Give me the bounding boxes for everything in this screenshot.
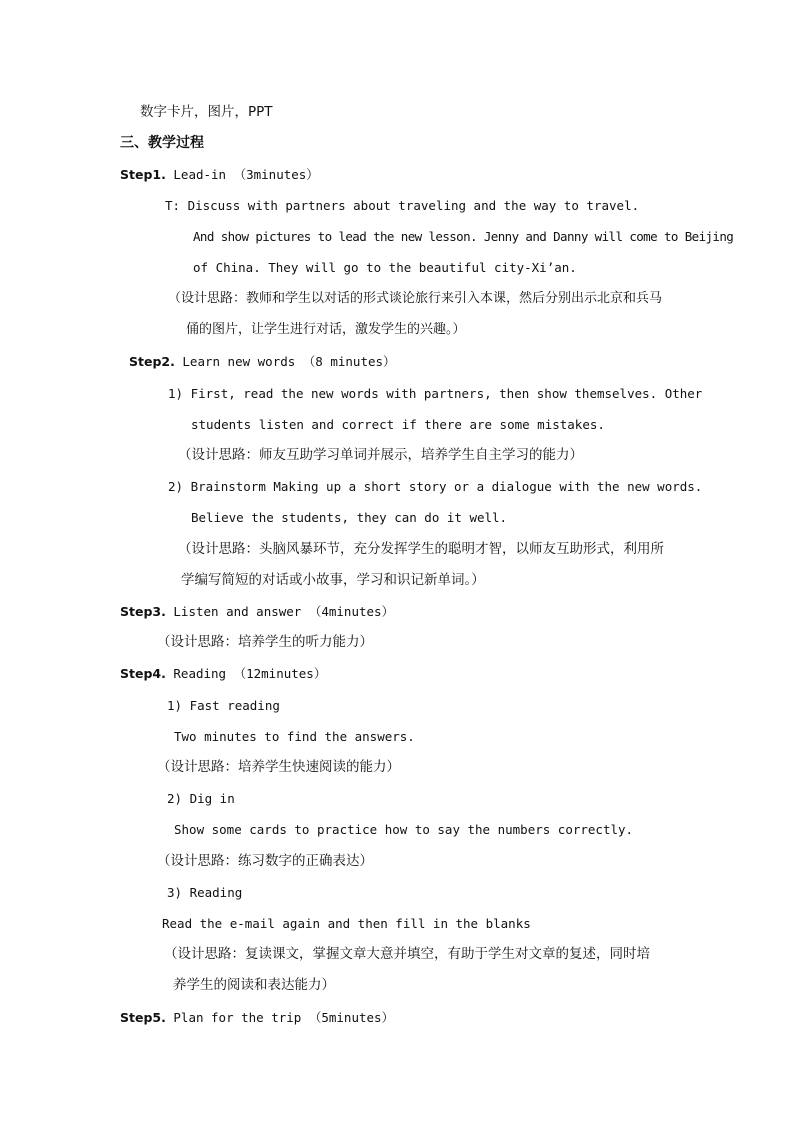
step1-line3: of China. They will go to the beautiful city-Xi’an.: [193, 260, 577, 275]
step2-item2-line1: [168, 478, 702, 496]
step4-sub2-design: （设计思路：练习数字的正确表达）: [157, 853, 373, 869]
step5-heading: [120, 1009, 394, 1027]
step2-item1-design: （设计思路：师友互助学习单词并展示，培养学生自主学习的能力）: [178, 447, 583, 463]
step2-item1-line2: students listen and correct if there are some mistakes.: [191, 417, 605, 432]
step3-heading: [120, 603, 394, 621]
step4-sub1-title: 1) Fast reading: [167, 698, 280, 713]
step4-sub3-design2: 养学生的阅读和表达能力）: [173, 977, 335, 993]
materials-line: 数字卡片，图片，PPT: [140, 104, 273, 120]
step4-heading: [120, 665, 326, 683]
step2-item1-line1: [168, 385, 702, 403]
step2-item2-design2: 学编写简短的对话或小故事，学习和识记新单词。）: [181, 572, 485, 588]
step2-item2-design1: （设计思路：头脑风暴环节，充分发挥学生的聪明才智，以师友互助形式，利用所: [178, 541, 664, 557]
step1-design1: （设计思路：教师和学生以对话的形式谈论旅行来引入本课，然后分别出示北京和兵马: [168, 291, 663, 306]
step3-title: Listen and answer （4minutes）: [173, 604, 395, 619]
step4-sub2-title: 2) Dig in: [167, 791, 235, 806]
step2-item2-text: Brainstorm Making up a short story or a dialogue with the new words.: [190, 479, 703, 494]
step3-design: （设计思路：培养学生的听力能力）: [157, 634, 373, 650]
step2-item1-text: First, read the new words with partners, then show themselves. Other: [190, 386, 703, 401]
step5-title: Plan for the trip （5minutes）: [173, 1010, 395, 1025]
section-heading: 三、教学过程: [120, 135, 204, 151]
step1-label: Step1.: [120, 167, 166, 182]
step4-sub2-text: Show some cards to practice how to say the numbers correctly.: [174, 822, 634, 837]
step4-label: Step4.: [120, 666, 166, 681]
step1-line1: T: Discuss with partners about traveling and the way to travel.: [165, 198, 640, 213]
step4-sub1-text: Two minutes to find the answers.: [174, 729, 415, 744]
step2-title: Learn new words （8 minutes）: [182, 354, 396, 369]
step4-sub3-design1: （设计思路：复读课文，掌握文章大意并填空，有助于学生对文章的复述，同时培: [164, 946, 650, 962]
step5-label: Step5.: [120, 1010, 166, 1025]
step1-line2: And show pictures to lead the new lesson. Jenny and Danny will come to Beijing: [193, 229, 734, 244]
step4-sub1-design: （设计思路：培养学生快速阅读的能力）: [157, 759, 400, 775]
step1-title: Lead-in （3minutes）: [173, 167, 319, 182]
step4-title: Reading （12minutes）: [173, 666, 327, 681]
step2-heading: [129, 353, 396, 371]
step2-item1-num: 1): [168, 386, 184, 401]
step2-item2-num: 2): [168, 479, 184, 494]
step2-item2-line2: Believe the students, they can do it well.: [191, 510, 508, 525]
step4-sub3-title: 3) Reading: [167, 885, 243, 900]
step4-sub3-text: Read the e-mail again and then fill in the blanks: [162, 916, 531, 931]
step2-label: Step2.: [129, 354, 175, 369]
step1-design2: 俑的图片，让学生进行对话，激发学生的兴趣。）: [186, 322, 466, 337]
step3-label: Step3.: [120, 604, 166, 619]
step1-heading: [120, 166, 319, 184]
